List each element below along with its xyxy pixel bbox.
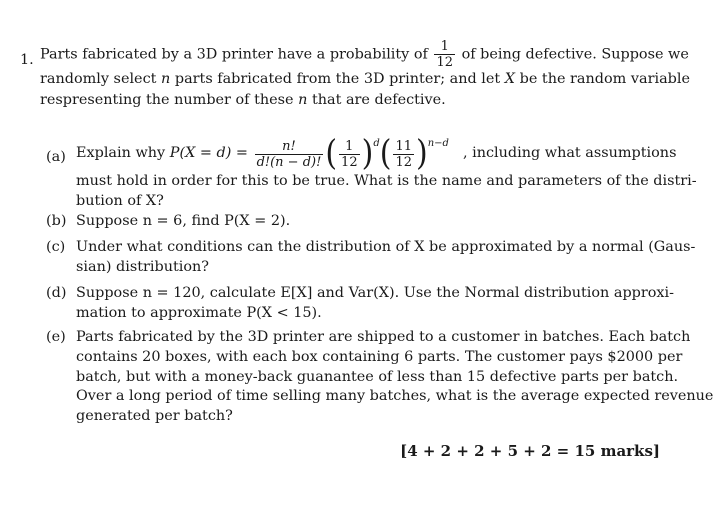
part-a	[46, 133, 697, 212]
left-paren-icon: (	[325, 133, 338, 174]
part-d-body	[76, 284, 674, 324]
part-b	[46, 212, 671, 232]
part-b-line-1: Suppose n = 6, find P(X = 2).	[76, 213, 291, 229]
exponent-d: d	[373, 138, 380, 150]
binomial-denominator: d!(n − d)!	[256, 154, 322, 170]
right-paren-icon: )	[361, 133, 374, 174]
marks-total: [4 + 2 + 2 + 5 + 2 = 15 marks]	[400, 442, 660, 460]
part-c-line-1: Under what conditions can the distribution of X be approximated by a normal (Gaus-	[76, 239, 696, 255]
q-fraction	[393, 140, 414, 169]
part-e-line-1: Parts fabricated by the 3D printer are shipped to a customer in batches. Each batch	[76, 329, 691, 345]
intro-text-2a: randomly select	[40, 71, 157, 87]
intro-text-3a: respresenting the number of these	[40, 91, 294, 108]
part-a-label: (a)	[46, 149, 66, 165]
left-paren-icon-2: (	[379, 133, 392, 174]
part-d	[46, 284, 674, 324]
variable-n: n	[161, 71, 171, 87]
variable-x: X	[504, 71, 516, 87]
part-d-line-1: Suppose n = 120, calculate E[X] and Var(X). Use the Normal distribution approxi-	[76, 285, 674, 301]
intro-line-3	[40, 90, 670, 111]
part-b-body	[76, 212, 671, 232]
part-a-text-2: , including what assumptions	[462, 145, 677, 162]
intro-text-2c: be the random variable	[519, 71, 690, 87]
probability-fraction	[434, 40, 455, 69]
part-a-text-1: Explain why	[76, 145, 166, 162]
part-e-label: (e)	[46, 329, 66, 345]
exponent-n-minus-d: n−d	[427, 138, 449, 150]
p-numerator: 1	[339, 140, 360, 155]
binomial-numerator: n!	[255, 140, 324, 155]
binomial-coefficient	[255, 140, 324, 169]
part-b-label: (b)	[46, 213, 67, 229]
p-fraction	[339, 140, 360, 169]
intro-text-3b: that are defective.	[311, 91, 446, 108]
part-a-line-3: bution of X?	[76, 192, 164, 209]
q-numerator: 11	[395, 138, 412, 154]
right-paren-icon-2: )	[415, 133, 428, 174]
part-e-body	[76, 328, 714, 427]
intro-text-2b: parts fabricated from the 3D printer; and let	[174, 71, 501, 87]
intro-line-1	[40, 39, 689, 70]
part-c-line-2: sian) distribution?	[76, 258, 210, 275]
part-d-line-2: mation to approximate P(X < 15).	[76, 304, 322, 321]
part-a-line-2: must hold in order for this to be true. What is the name and parameters of the distri-	[76, 173, 697, 189]
intro-line-2	[40, 69, 690, 90]
q-denominator: 12	[395, 154, 412, 170]
p-denominator: 12	[341, 154, 358, 170]
part-d-label: (d)	[46, 285, 67, 301]
intro-text-1b: of being defective. Suppose we	[461, 46, 689, 63]
question-intro	[40, 39, 690, 110]
fraction-numerator: 1	[434, 40, 455, 55]
part-c-label: (c)	[46, 239, 66, 255]
variable-n-2: n	[298, 91, 308, 108]
part-a-line-1	[76, 133, 677, 174]
part-e	[46, 328, 714, 427]
question-number: 1.	[20, 52, 34, 68]
part-c	[46, 238, 696, 278]
part-a-lhs: P(X = d) =	[169, 145, 248, 162]
part-e-line-5: generated per batch?	[76, 408, 233, 425]
intro-text-1a: Parts fabricated by a 3D printer have a probability of	[40, 46, 428, 63]
part-c-body	[76, 238, 696, 278]
part-e-line-2: contains 20 boxes, with each box containing 6 parts. The customer pays $2000 per	[76, 348, 683, 365]
part-e-line-4: Over a long period of time selling many batches, what is the average expected revenue	[76, 388, 714, 405]
part-e-line-3: batch, but with a money-back guanantee of less than 15 defective parts per batch.	[76, 368, 679, 385]
part-a-body	[76, 133, 697, 212]
fraction-denominator: 12	[436, 55, 454, 70]
